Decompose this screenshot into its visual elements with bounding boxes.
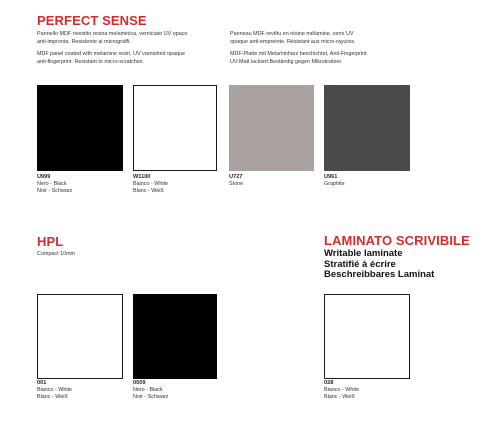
laminato-subtitle: Beschreibbares Laminat xyxy=(324,269,435,280)
color-swatch xyxy=(324,294,410,379)
perfect-sense-title: PERFECT SENSE xyxy=(37,13,147,28)
swatch-label: Nero - Black xyxy=(37,181,67,187)
hpl-desc: Compact 10mm xyxy=(37,251,76,257)
desc-line: Pannello MDF rivestito resina melaminica, verniciato UV opaco xyxy=(37,31,188,37)
swatch-label: Blanc - Weiß xyxy=(133,188,164,194)
swatch-code: W1100 xyxy=(133,174,151,180)
color-swatch xyxy=(324,85,410,171)
desc-line: opaque anti-empreinte. Résistant aux micro-rayures. xyxy=(230,38,356,45)
color-swatch xyxy=(229,85,314,171)
swatch-label: Stone xyxy=(229,181,244,187)
swatch-code: U727 xyxy=(229,174,243,180)
swatch-label: Noir - Schwarz xyxy=(37,188,73,194)
swatch-code: U961 xyxy=(324,174,338,180)
desc-line: Panneau MDF revêtu en résine mélamine, verni UV xyxy=(230,31,354,37)
swatch-code: U999 xyxy=(37,174,51,180)
swatch-label: Blanc - Weiß xyxy=(324,394,355,400)
color-swatch xyxy=(133,85,217,171)
color-swatch xyxy=(133,294,217,379)
desc-line: anti-impronta. Resistente ai micrograffi. xyxy=(37,38,131,45)
swatch-code: 0509 xyxy=(133,380,146,386)
swatch-label: Bianco - White xyxy=(37,387,73,393)
laminato-subtitles xyxy=(324,249,434,281)
swatch-code: 001 xyxy=(37,380,47,386)
color-swatch xyxy=(37,85,123,171)
laminato-subtitle: Writable laminate xyxy=(324,248,403,259)
desc-line: MDF-Platte mit Melaminharz beschichtet, Anti-Fingerprint xyxy=(230,51,367,58)
laminato-subtitle: Stratifié à écrire xyxy=(324,258,396,270)
swatch-label: Blanc - Weiß xyxy=(37,394,68,400)
desc-line: MDF panel coated with melamine resin, UV varnished opaque xyxy=(37,51,186,58)
desc-line: anti-fingerprint. Resistant to micro-scratches. xyxy=(37,58,144,65)
swatch-label: Graphite xyxy=(324,181,345,187)
swatch-label: Bianco - White xyxy=(133,181,169,187)
laminato-title: LAMINATO SCRIVIBILE xyxy=(324,233,470,248)
swatch-code: 028 xyxy=(324,380,334,386)
hpl-title: HPL xyxy=(37,234,64,249)
perfect-sense-desc-left xyxy=(37,31,187,66)
desc-line: UV-Matt lackiert.Beständig gegen Mikrokratzer. xyxy=(230,58,343,65)
color-swatch xyxy=(37,294,123,379)
perfect-sense-desc-right xyxy=(230,31,367,66)
swatch-label: Noir - Schwarz xyxy=(133,394,169,400)
swatch-label: Nero - Black xyxy=(133,387,163,393)
swatch-label: Bianco - White xyxy=(324,387,360,393)
